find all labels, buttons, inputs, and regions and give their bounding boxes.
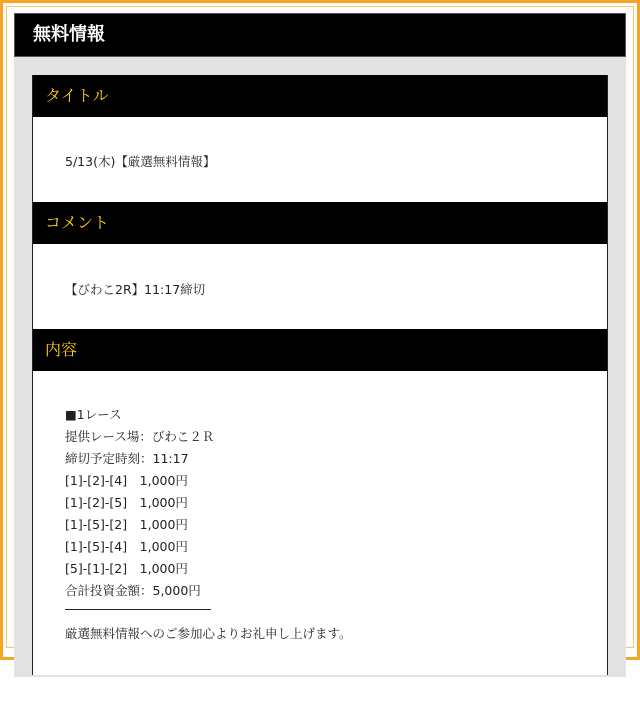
title-text: 5/13(木)【厳選無料情報】 [65,152,215,170]
thanks-line: 厳選無料情報へのご参加心よりお礼申し上げます。 [65,624,352,642]
section-heading-title: タイトル [33,75,607,117]
section-heading-comment: コメント [33,202,607,244]
page-title: 無料情報 [14,13,626,57]
bet-line: [1]-[5]-[4] 1,000円 [65,537,188,555]
section-body-content [33,371,607,701]
divider [65,609,211,610]
total-line: 合計投資金額：5,000円 [65,581,201,599]
bet-line: [1]-[2]-[5] 1,000円 [65,493,188,511]
bet-line: [5]-[1]-[2] 1,000円 [65,559,188,577]
info-panel [14,57,626,677]
bet-line: [1]-[2]-[4] 1,000円 [65,471,188,489]
section-body-comment [33,244,607,329]
content-line: 締切予定時刻：11:17 [65,449,189,467]
info-card [32,75,608,675]
section-body-title [33,117,607,202]
content-line: 提供レース場：びわこ２Ｒ [65,427,214,445]
bet-line: [1]-[5]-[2] 1,000円 [65,515,188,533]
content-line: ■1レース [65,405,122,423]
section-heading-content: 内容 [33,329,607,371]
comment-text: 【びわこ2R】11:17締切 [65,280,205,298]
